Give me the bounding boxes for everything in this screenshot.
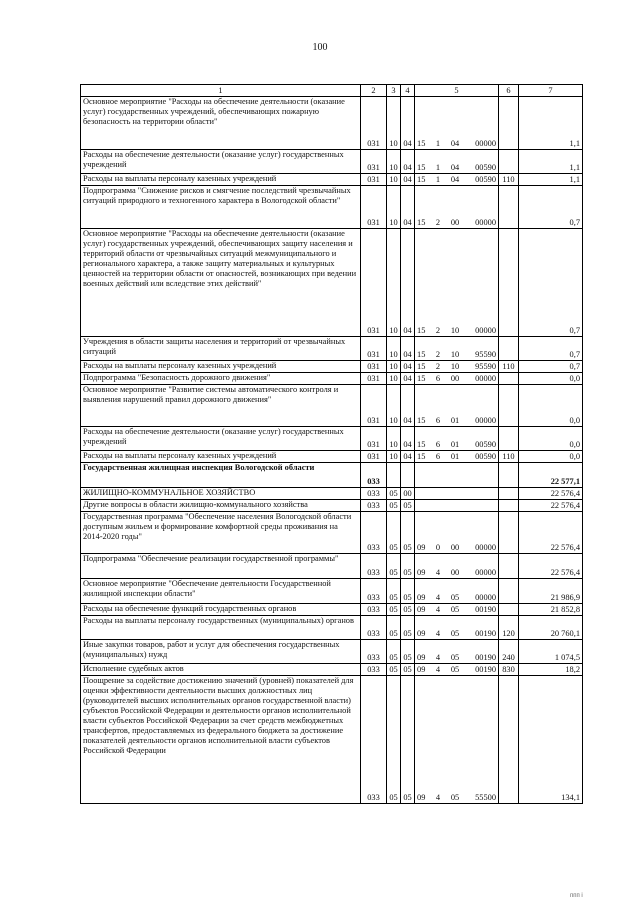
target-article-part: 4 bbox=[435, 629, 441, 638]
row-code-section: 05 bbox=[387, 579, 401, 604]
table-row bbox=[81, 579, 583, 604]
row-name: Подпрограмма "Снижение рисков и смягчение последствий чрезвычайных ситуаций природного и техногенного характера в Вологодской области" bbox=[81, 186, 361, 229]
target-article-part: 00 bbox=[450, 374, 460, 383]
row-code-section: 05 bbox=[387, 604, 401, 616]
target-article-parts bbox=[417, 139, 496, 149]
row-name: Основное мероприятие "Развитие системы автоматического контроля и выявления нарушений правил дорожного движения" bbox=[81, 385, 361, 427]
target-article-part: 01 bbox=[450, 416, 460, 425]
row-code-subsection: 04 bbox=[401, 385, 415, 427]
target-article-part: 00590 bbox=[475, 175, 496, 184]
table-header-row bbox=[81, 85, 583, 97]
target-article-part: 6 bbox=[435, 416, 441, 425]
row-target-article bbox=[415, 451, 499, 463]
target-article-part: 1 bbox=[435, 175, 441, 184]
target-article-part: 00590 bbox=[475, 440, 496, 449]
target-article-part: 00 bbox=[450, 543, 460, 552]
target-article-part: 00000 bbox=[475, 568, 496, 577]
table-row bbox=[81, 463, 583, 488]
row-expense-type bbox=[499, 512, 519, 554]
row-expense-type bbox=[499, 385, 519, 427]
target-article-part: 01 bbox=[450, 452, 460, 461]
row-code-section: 10 bbox=[387, 427, 401, 451]
row-code-section: 10 bbox=[387, 186, 401, 229]
row-name: Основное мероприятие "Расходы на обеспечение деятельности (оказание услуг) государственных учреждений, обеспечивающих пожарную безопасность на территории области" bbox=[81, 97, 361, 150]
target-article-part: 00000 bbox=[475, 416, 496, 425]
row-code-subsection: 04 bbox=[401, 97, 415, 150]
row-target-article bbox=[415, 186, 499, 229]
row-code-ministry: 033 bbox=[361, 664, 387, 676]
row-expense-type bbox=[499, 604, 519, 616]
target-article-part: 00000 bbox=[475, 593, 496, 602]
row-amount: 0,7 bbox=[519, 361, 583, 373]
corner-mark: ппп і bbox=[570, 893, 583, 899]
row-code-subsection: 04 bbox=[401, 174, 415, 186]
target-article-part: 15 bbox=[417, 452, 426, 461]
row-code-subsection: 00 bbox=[401, 488, 415, 500]
target-article-parts bbox=[417, 605, 496, 615]
table-row bbox=[81, 554, 583, 579]
target-article-part: 4 bbox=[435, 568, 441, 577]
row-name: Расходы на обеспечение деятельности (оказание услуг) государственных учреждений bbox=[81, 150, 361, 174]
target-article-parts bbox=[417, 416, 496, 426]
row-code-subsection: 05 bbox=[401, 579, 415, 604]
row-code-ministry: 031 bbox=[361, 385, 387, 427]
target-article-parts bbox=[417, 665, 496, 675]
target-article-part: 04 bbox=[450, 175, 460, 184]
table-row bbox=[81, 664, 583, 676]
target-article-parts bbox=[417, 440, 496, 450]
target-article-part: 09 bbox=[417, 665, 426, 674]
table-body bbox=[81, 97, 583, 804]
row-amount: 134,1 bbox=[519, 676, 583, 804]
target-article-part: 4 bbox=[435, 665, 441, 674]
table-row bbox=[81, 616, 583, 640]
target-article-part: 15 bbox=[417, 440, 426, 449]
table-row bbox=[81, 229, 583, 337]
target-article-parts bbox=[417, 218, 496, 228]
target-article-part: 55500 bbox=[475, 793, 496, 802]
target-article-part: 95590 bbox=[475, 362, 496, 371]
table-row bbox=[81, 676, 583, 804]
row-target-article bbox=[415, 579, 499, 604]
row-expense-type bbox=[499, 554, 519, 579]
budget-table bbox=[80, 84, 583, 804]
row-target-article bbox=[415, 361, 499, 373]
target-article-part: 09 bbox=[417, 629, 426, 638]
table-row bbox=[81, 500, 583, 512]
row-amount: 1,1 bbox=[519, 97, 583, 150]
target-article-part: 6 bbox=[435, 452, 441, 461]
row-expense-type bbox=[499, 373, 519, 385]
target-article-part: 09 bbox=[417, 543, 426, 552]
target-article-part: 05 bbox=[450, 653, 460, 662]
table-row bbox=[81, 97, 583, 150]
row-name: Расходы на выплаты персоналу казенных учреждений bbox=[81, 174, 361, 186]
row-expense-type bbox=[499, 427, 519, 451]
row-expense-type bbox=[499, 186, 519, 229]
target-article-part: 04 bbox=[450, 163, 460, 172]
target-article-part: 10 bbox=[450, 326, 460, 335]
table-row bbox=[81, 150, 583, 174]
row-code-ministry: 031 bbox=[361, 174, 387, 186]
target-article-part: 00000 bbox=[475, 543, 496, 552]
row-expense-type bbox=[499, 337, 519, 361]
row-expense-type bbox=[499, 676, 519, 804]
target-article-part: 15 bbox=[417, 218, 426, 227]
row-code-ministry: 033 bbox=[361, 512, 387, 554]
column-header: 7 bbox=[519, 85, 583, 97]
table-row bbox=[81, 451, 583, 463]
row-amount: 0,0 bbox=[519, 385, 583, 427]
table-row bbox=[81, 385, 583, 427]
row-target-article bbox=[415, 664, 499, 676]
row-target-article bbox=[415, 373, 499, 385]
row-code-ministry: 033 bbox=[361, 488, 387, 500]
row-amount: 20 760,1 bbox=[519, 616, 583, 640]
row-target-article bbox=[415, 385, 499, 427]
row-name: Расходы на обеспечение функций государственных органов bbox=[81, 604, 361, 616]
target-article-part: 0 bbox=[435, 543, 441, 552]
row-name: Государственная жилищная инспекция Вологодской области bbox=[81, 463, 361, 488]
row-code-ministry: 033 bbox=[361, 676, 387, 804]
target-article-part: 00190 bbox=[475, 653, 496, 662]
row-name: Подпрограмма "Обеспечение реализации государственной программы" bbox=[81, 554, 361, 579]
row-code-subsection: 04 bbox=[401, 186, 415, 229]
row-code-subsection: 04 bbox=[401, 373, 415, 385]
row-amount: 0,7 bbox=[519, 186, 583, 229]
row-code-ministry: 031 bbox=[361, 361, 387, 373]
target-article-part: 09 bbox=[417, 605, 426, 614]
target-article-part: 00590 bbox=[475, 163, 496, 172]
target-article-part: 2 bbox=[435, 350, 441, 359]
target-article-part: 15 bbox=[417, 416, 426, 425]
column-header: 4 bbox=[401, 85, 415, 97]
target-article-part: 00590 bbox=[475, 452, 496, 461]
row-code-ministry: 031 bbox=[361, 373, 387, 385]
row-code-ministry: 031 bbox=[361, 97, 387, 150]
target-article-part: 09 bbox=[417, 653, 426, 662]
target-article-part: 6 bbox=[435, 374, 441, 383]
row-code-ministry: 031 bbox=[361, 427, 387, 451]
table-row bbox=[81, 488, 583, 500]
row-target-article bbox=[415, 97, 499, 150]
target-article-parts bbox=[417, 653, 496, 663]
target-article-part: 00190 bbox=[475, 629, 496, 638]
row-code-subsection: 05 bbox=[401, 500, 415, 512]
row-amount: 1,1 bbox=[519, 174, 583, 186]
row-name: Расходы на выплаты персоналу казенных учреждений bbox=[81, 451, 361, 463]
row-code-subsection: 04 bbox=[401, 337, 415, 361]
row-code-section: 10 bbox=[387, 361, 401, 373]
row-code-section: 10 bbox=[387, 337, 401, 361]
row-amount: 22 576,4 bbox=[519, 554, 583, 579]
row-name: Государственная программа "Обеспечение населения Вологодской области доступным жильем и формирование комфортной среды проживания на 2014-2020 годы" bbox=[81, 512, 361, 554]
row-expense-type bbox=[499, 579, 519, 604]
target-article-part: 4 bbox=[435, 793, 441, 802]
row-amount: 22 576,4 bbox=[519, 512, 583, 554]
target-article-part: 10 bbox=[450, 362, 460, 371]
row-target-article bbox=[415, 488, 499, 500]
row-name: Основное мероприятие "Обеспечение деятельности Государственной жилищной инспекции области" bbox=[81, 579, 361, 604]
target-article-part: 15 bbox=[417, 139, 426, 148]
row-code-section: 05 bbox=[387, 664, 401, 676]
row-code-ministry: 033 bbox=[361, 604, 387, 616]
row-code-ministry: 033 bbox=[361, 554, 387, 579]
target-article-part: 00190 bbox=[475, 665, 496, 674]
table-row bbox=[81, 427, 583, 451]
target-article-part: 15 bbox=[417, 362, 426, 371]
target-article-part: 05 bbox=[450, 605, 460, 614]
target-article-part: 09 bbox=[417, 568, 426, 577]
column-header: 5 bbox=[415, 85, 499, 97]
table-row bbox=[81, 174, 583, 186]
target-article-part: 00000 bbox=[475, 139, 496, 148]
target-article-part: 05 bbox=[450, 665, 460, 674]
target-article-parts bbox=[417, 326, 496, 336]
row-code-ministry: 031 bbox=[361, 186, 387, 229]
row-code-ministry: 033 bbox=[361, 500, 387, 512]
target-article-part: 00 bbox=[450, 568, 460, 577]
target-article-part: 05 bbox=[450, 793, 460, 802]
row-target-article bbox=[415, 676, 499, 804]
row-target-article bbox=[415, 604, 499, 616]
target-article-part: 05 bbox=[450, 593, 460, 602]
row-code-ministry: 033 bbox=[361, 616, 387, 640]
row-code-section: 05 bbox=[387, 500, 401, 512]
row-amount: 21 852,8 bbox=[519, 604, 583, 616]
row-amount: 22 576,4 bbox=[519, 488, 583, 500]
target-article-part: 15 bbox=[417, 374, 426, 383]
row-expense-type: 830 bbox=[499, 664, 519, 676]
target-article-part: 01 bbox=[450, 440, 460, 449]
target-article-part: 4 bbox=[435, 605, 441, 614]
target-article-part: 10 bbox=[450, 350, 460, 359]
row-code-section: 10 bbox=[387, 451, 401, 463]
row-code-subsection: 04 bbox=[401, 427, 415, 451]
target-article-part: 00000 bbox=[475, 326, 496, 335]
row-code-subsection: 05 bbox=[401, 664, 415, 676]
column-header: 2 bbox=[361, 85, 387, 97]
row-target-article bbox=[415, 337, 499, 361]
target-article-part: 95590 bbox=[475, 350, 496, 359]
row-code-subsection: 04 bbox=[401, 229, 415, 337]
row-code-ministry: 033 bbox=[361, 463, 387, 488]
row-code-subsection: 05 bbox=[401, 616, 415, 640]
column-header: 6 bbox=[499, 85, 519, 97]
row-expense-type bbox=[499, 97, 519, 150]
row-name: Расходы на обеспечение деятельности (оказание услуг) государственных учреждений bbox=[81, 427, 361, 451]
row-code-subsection: 05 bbox=[401, 554, 415, 579]
table-row bbox=[81, 373, 583, 385]
row-code-ministry: 031 bbox=[361, 150, 387, 174]
target-article-parts bbox=[417, 793, 496, 803]
row-code-subsection: 05 bbox=[401, 512, 415, 554]
row-code-section: 05 bbox=[387, 640, 401, 664]
target-article-part: 1 bbox=[435, 139, 441, 148]
row-name: Учреждения в области защиты населения и территорий от чрезвычайных ситуаций bbox=[81, 337, 361, 361]
target-article-part: 2 bbox=[435, 362, 441, 371]
row-name: Подпрограмма "Безопасность дорожного движения" bbox=[81, 373, 361, 385]
row-expense-type bbox=[499, 150, 519, 174]
target-article-part: 05 bbox=[450, 629, 460, 638]
row-expense-type bbox=[499, 229, 519, 337]
row-code-section: 10 bbox=[387, 174, 401, 186]
target-article-part: 00 bbox=[450, 218, 460, 227]
row-expense-type: 110 bbox=[499, 451, 519, 463]
target-article-parts bbox=[417, 175, 496, 185]
table-row bbox=[81, 361, 583, 373]
column-header: 3 bbox=[387, 85, 401, 97]
target-article-part: 4 bbox=[435, 653, 441, 662]
row-target-article bbox=[415, 554, 499, 579]
row-code-section: 05 bbox=[387, 488, 401, 500]
target-article-part: 4 bbox=[435, 593, 441, 602]
row-name: Исполнение судебных актов bbox=[81, 664, 361, 676]
row-code-section: 05 bbox=[387, 676, 401, 804]
row-amount: 22 576,4 bbox=[519, 500, 583, 512]
row-code-section: 05 bbox=[387, 616, 401, 640]
row-target-article bbox=[415, 174, 499, 186]
row-code-subsection: 05 bbox=[401, 676, 415, 804]
row-name: ЖИЛИЩНО-КОММУНАЛЬНОЕ ХОЗЯЙСТВО bbox=[81, 488, 361, 500]
target-article-parts bbox=[417, 362, 496, 372]
row-name: Другие вопросы в области жилищно-коммунального хозяйства bbox=[81, 500, 361, 512]
row-amount: 0,0 bbox=[519, 373, 583, 385]
row-target-article bbox=[415, 640, 499, 664]
target-article-part: 6 bbox=[435, 440, 441, 449]
target-article-part: 09 bbox=[417, 793, 426, 802]
row-expense-type bbox=[499, 500, 519, 512]
target-article-parts bbox=[417, 543, 496, 553]
row-code-ministry: 031 bbox=[361, 451, 387, 463]
row-name: Поощрение за содействие достижению значений (уровней) показателей для оценки эффективности деятельности высших должностных лиц (руководителей высших исполнительных органов государственной власти) субъектов Российской Федерации и деятельности органов исполнительной власти субъектов Российской Федерации за счет средств межбюджетных трансфертов, предоставляемых из федерального бюджета за достижение показателей деятельности органов исполнительной власти субъектов Российской Федерации bbox=[81, 676, 361, 804]
row-amount: 18,2 bbox=[519, 664, 583, 676]
row-code-section bbox=[387, 463, 401, 488]
row-expense-type: 240 bbox=[499, 640, 519, 664]
row-code-ministry: 033 bbox=[361, 640, 387, 664]
target-article-part: 2 bbox=[435, 326, 441, 335]
row-code-section: 10 bbox=[387, 229, 401, 337]
row-amount: 22 577,1 bbox=[519, 463, 583, 488]
row-code-subsection: 05 bbox=[401, 640, 415, 664]
row-code-section: 05 bbox=[387, 554, 401, 579]
target-article-parts bbox=[417, 350, 496, 360]
row-target-article bbox=[415, 616, 499, 640]
target-article-part: 1 bbox=[435, 163, 441, 172]
target-article-parts bbox=[417, 452, 496, 462]
row-code-ministry: 031 bbox=[361, 229, 387, 337]
target-article-part: 00000 bbox=[475, 218, 496, 227]
row-target-article bbox=[415, 150, 499, 174]
target-article-part: 15 bbox=[417, 175, 426, 184]
row-code-subsection: 04 bbox=[401, 150, 415, 174]
row-code-subsection: 05 bbox=[401, 604, 415, 616]
row-amount: 1 074,5 bbox=[519, 640, 583, 664]
target-article-part: 15 bbox=[417, 326, 426, 335]
target-article-parts bbox=[417, 629, 496, 639]
target-article-part: 15 bbox=[417, 350, 426, 359]
row-code-section: 10 bbox=[387, 373, 401, 385]
row-target-article bbox=[415, 229, 499, 337]
target-article-part: 04 bbox=[450, 139, 460, 148]
row-target-article bbox=[415, 512, 499, 554]
row-amount: 21 986,9 bbox=[519, 579, 583, 604]
target-article-part: 00000 bbox=[475, 374, 496, 383]
table-row bbox=[81, 186, 583, 229]
row-code-section: 05 bbox=[387, 512, 401, 554]
row-name: Основное мероприятие "Расходы на обеспечение деятельности (оказание услуг) государственных учреждений, обеспечивающих защиту населения и территорий области от чрезвычайных ситуаций межмуниципального и регионального характера, а также защиту материальных и культурных ценностей на территории области от опасностей, возникающих при ведении военных действий или вследствие этих действий" bbox=[81, 229, 361, 337]
target-article-part: 09 bbox=[417, 593, 426, 602]
row-code-ministry: 033 bbox=[361, 579, 387, 604]
target-article-part: 2 bbox=[435, 218, 441, 227]
row-code-subsection bbox=[401, 463, 415, 488]
row-code-ministry: 031 bbox=[361, 337, 387, 361]
row-amount: 0,0 bbox=[519, 427, 583, 451]
table-row bbox=[81, 640, 583, 664]
row-name: Расходы на выплаты персоналу государственных (муниципальных) органов bbox=[81, 616, 361, 640]
row-expense-type: 110 bbox=[499, 361, 519, 373]
row-name: Иные закупки товаров, работ и услуг для обеспечения государственных (муниципальных) нужд bbox=[81, 640, 361, 664]
row-target-article bbox=[415, 500, 499, 512]
target-article-part: 15 bbox=[417, 163, 426, 172]
row-expense-type bbox=[499, 488, 519, 500]
column-header: 1 bbox=[81, 85, 361, 97]
row-expense-type: 120 bbox=[499, 616, 519, 640]
target-article-parts bbox=[417, 163, 496, 173]
row-code-subsection: 04 bbox=[401, 361, 415, 373]
target-article-parts bbox=[417, 374, 496, 384]
row-amount: 0,7 bbox=[519, 337, 583, 361]
target-article-parts bbox=[417, 593, 496, 603]
row-target-article bbox=[415, 427, 499, 451]
table-row bbox=[81, 512, 583, 554]
row-expense-type: 110 bbox=[499, 174, 519, 186]
row-amount: 0,7 bbox=[519, 229, 583, 337]
row-code-subsection: 04 bbox=[401, 451, 415, 463]
row-name: Расходы на выплаты персоналу казенных учреждений bbox=[81, 361, 361, 373]
target-article-parts bbox=[417, 568, 496, 578]
row-target-article bbox=[415, 463, 499, 488]
row-code-section: 10 bbox=[387, 97, 401, 150]
row-amount: 0,0 bbox=[519, 451, 583, 463]
page-number: 100 bbox=[312, 42, 328, 53]
target-article-part: 00190 bbox=[475, 605, 496, 614]
row-code-section: 10 bbox=[387, 150, 401, 174]
row-code-section: 10 bbox=[387, 385, 401, 427]
table-row bbox=[81, 604, 583, 616]
row-amount: 1,1 bbox=[519, 150, 583, 174]
table-row bbox=[81, 337, 583, 361]
row-expense-type bbox=[499, 463, 519, 488]
